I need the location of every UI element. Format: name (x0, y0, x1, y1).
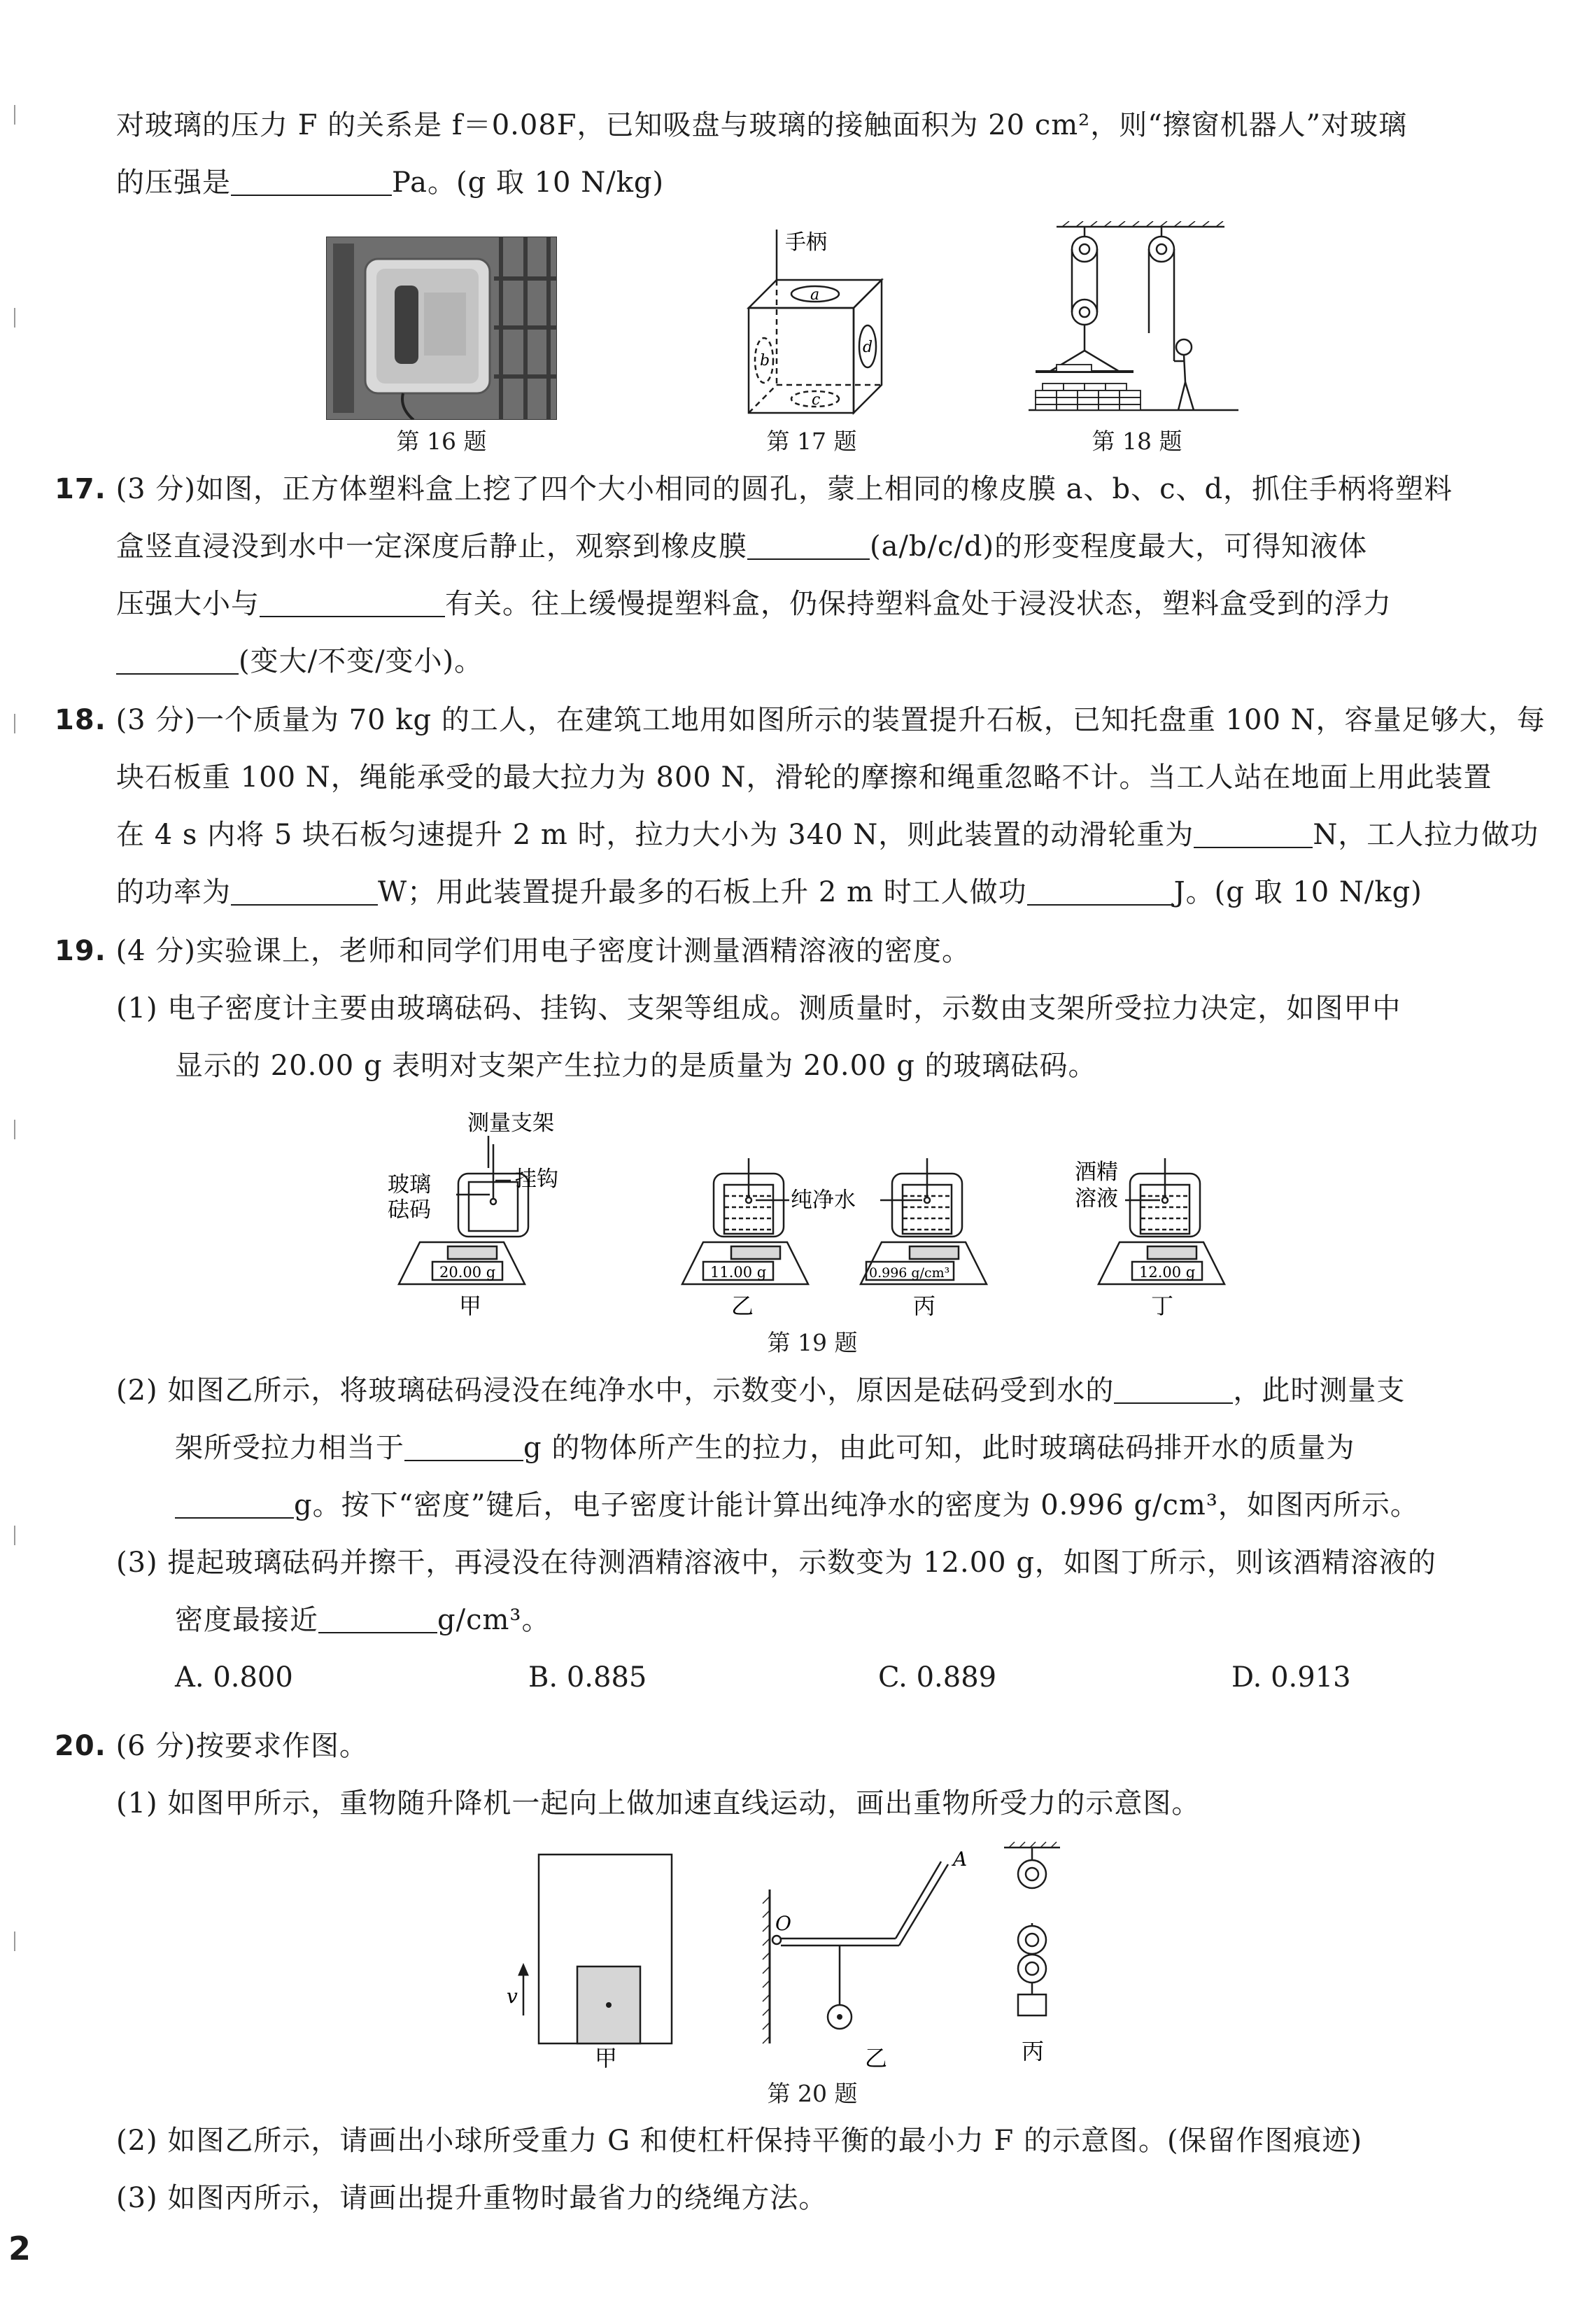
question-19-text: 19. (4 分)实验课上，老师和同学们用电子密度计测量酒精溶液的密度。 (55, 935, 970, 967)
subfig-label-bing: 丙 (913, 1293, 936, 1319)
option-c[interactable]: C. 0.889 (878, 1661, 997, 1694)
question-20-text: 20. (6 分)按要求作图。 (55, 1730, 368, 1762)
question-17-text: (变大/不变/变小)。 (116, 641, 483, 682)
page-number: 2 (8, 2230, 31, 2267)
margin-tick (14, 1932, 15, 1951)
reading-jia: 20.00 g (439, 1264, 496, 1281)
answer-blank[interactable] (231, 164, 392, 196)
question-number: 18. (55, 704, 106, 736)
subfig-label-bing: 丙 (1022, 2038, 1045, 2064)
question-18-text: 块石板重 100 N，绳能承受的最大拉力为 800 N，滑轮的摩擦和绳重忽略不计。当工人站在地面上用此装置 (116, 761, 1492, 794)
answer-blank[interactable] (318, 1601, 437, 1633)
weight-center-dot (606, 2002, 612, 2008)
figure-20-drawings (490, 1841, 1134, 2071)
handle-label: 手柄 (785, 230, 827, 255)
margin-tick (14, 105, 15, 125)
label-stand: 测量支架 (467, 1111, 554, 1136)
subfig-label-ding: 丁 (1151, 1293, 1174, 1319)
label-hook: 挂钩 (515, 1167, 558, 1192)
membrane-d-label: d (863, 339, 873, 356)
subfig-label-jia: 甲 (595, 2045, 618, 2071)
membrane-c-label: c (812, 391, 821, 409)
label-alcohol-solution: 酒精 (1075, 1160, 1118, 1185)
question-18-text: 18. (3 分)一个质量为 70 kg 的工人，在建筑工地用如图所示的装置提升石板，已知托盘重 100 N，容量足够大，每 (55, 704, 1546, 736)
margin-tick (14, 308, 15, 328)
subfig-label-yi: 乙 (731, 1293, 754, 1319)
answer-blank[interactable] (1114, 1372, 1233, 1404)
question-19-part-1: 显示的 20.00 g 表明对支架产生拉力的是质量为 20.00 g 的玻璃砝码。 (175, 1050, 1097, 1082)
pivot-label: O (775, 1912, 791, 1935)
question-18-text: 的功率为 W；用此装置提升最多的石板上升 2 m 时工人做功 J。(g 取 10 N/kg) (116, 872, 1422, 913)
answer-blank[interactable] (404, 1429, 523, 1461)
label-pure-water: 纯净水 (791, 1188, 856, 1213)
figure-20-caption: 第 20 题 (767, 2080, 858, 2107)
question-17-text: 17. (3 分)如图，正方体塑料盒上挖了四个大小相同的圆孔，蒙上相同的橡皮膜 a、b、c、d，抓住手柄将塑料 (55, 473, 1453, 505)
figure-17-cube (735, 224, 903, 420)
question-number: 19. (55, 935, 106, 967)
figure-18-caption: 第 18 题 (1092, 428, 1182, 455)
velocity-label: v (507, 1985, 518, 2008)
question-20-part-3: (3) 如图丙所示，请画出提升重物时最省力的绕绳方法。 (116, 2182, 828, 2214)
question-19-part-2: (2) 如图乙所示，将玻璃砝码浸没在纯净水中，示数变小，原因是砝码受到水的 ，此时测量支 (116, 1370, 1405, 1411)
subfig-label-yi: 乙 (865, 2045, 888, 2071)
answer-blank[interactable] (231, 873, 378, 906)
margin-tick (14, 714, 15, 733)
figure-18-pulleys (1029, 221, 1238, 421)
reading-yi: 11.00 g (710, 1264, 767, 1281)
question-19-part-1: (1) 电子密度计主要由玻璃砝码、挂钩、支架等组成。测质量时，示数由支架所受拉力决定，如图甲中 (116, 992, 1401, 1025)
question-17-text: 盒竖直浸没到水中一定深度后静止，观察到橡皮膜 (a/b/c/d)的形变程度最大，可得知液体 (116, 526, 1367, 567)
figure-19-caption: 第 19 题 (767, 1329, 858, 1356)
figure-17-caption: 第 17 题 (766, 428, 857, 455)
figure-16-caption: 第 16 题 (396, 428, 487, 455)
question-17-text: 压强大小与 有关。往上缓慢提塑料盒，仍保持塑料盒处于浸没状态，塑料盒受到的浮力 (116, 584, 1392, 624)
answer-blank[interactable] (747, 528, 870, 560)
label-glass-weight: 玻璃 (388, 1172, 431, 1197)
membrane-a-label: a (810, 286, 820, 304)
point-a-label: A (953, 1848, 968, 1871)
question-20-part-2: (2) 如图乙所示，请画出小球所受重力 G 和使杠杆保持平衡的最小力 F 的示意图。(保留作图痕迹) (116, 2125, 1363, 2157)
question-19-part-3: (3) 提起玻璃砝码并擦干，再浸没在待测酒精溶液中，示数变为 12.00 g，如图丁所示，则该酒精溶液的 (116, 1547, 1436, 1579)
question-18-text: 在 4 s 内将 5 块石板匀速提升 2 m 时，拉力大小为 340 N，则此装置的动滑轮重为 N，工人拉力做功 (116, 815, 1539, 855)
membrane-b-label: b (760, 352, 770, 370)
question-16-text: 对玻璃的压力 F 的关系是 f＝0.08F，已知吸盘与玻璃的接触面积为 20 cm²，则“擦窗机器人”对玻璃 (116, 109, 1408, 141)
label-glass-weight: 砝码 (388, 1197, 431, 1223)
ball-center-dot (837, 2014, 842, 2020)
label-alcohol-solution: 溶液 (1075, 1186, 1118, 1211)
question-number: 17. (55, 473, 106, 505)
option-b[interactable]: B. 0.885 (528, 1661, 647, 1694)
reading-bing: 0.996 g/cm³ (869, 1265, 950, 1281)
answer-blank[interactable] (260, 585, 445, 617)
question-19-part-3: 密度最接近 g/cm³。 (175, 1600, 550, 1640)
answer-blank[interactable] (1027, 873, 1174, 906)
subfig-label-jia: 甲 (459, 1293, 482, 1319)
option-d[interactable]: D. 0.913 (1231, 1661, 1351, 1694)
question-20-part-1: (1) 如图甲所示，重物随升降机一起向上做加速直线运动，画出重物所受力的示意图。 (116, 1787, 1201, 1820)
figure-19-density-meter (378, 1109, 1245, 1319)
figure-16-photo (326, 237, 557, 420)
answer-blank[interactable] (1194, 816, 1313, 848)
question-19-part-2: 架所受拉力相当于 g 的物体所产生的拉力，由此可知，此时玻璃砝码排开水的质量为 (175, 1428, 1355, 1468)
reading-ding: 12.00 g (1139, 1264, 1196, 1281)
answer-blank[interactable] (116, 642, 239, 675)
answer-blank[interactable] (175, 1486, 294, 1519)
margin-tick (14, 1120, 15, 1139)
option-a[interactable]: A. 0.800 (175, 1661, 293, 1694)
question-number: 20. (55, 1730, 106, 1762)
margin-tick (14, 1526, 15, 1545)
question-16-text: 的压强是 Pa。(g 取 10 N/kg) (116, 162, 664, 203)
question-19-part-2: g。按下“密度”键后，电子密度计能计算出纯净水的密度为 0.996 g/cm³，如图丙所示。 (175, 1485, 1419, 1526)
